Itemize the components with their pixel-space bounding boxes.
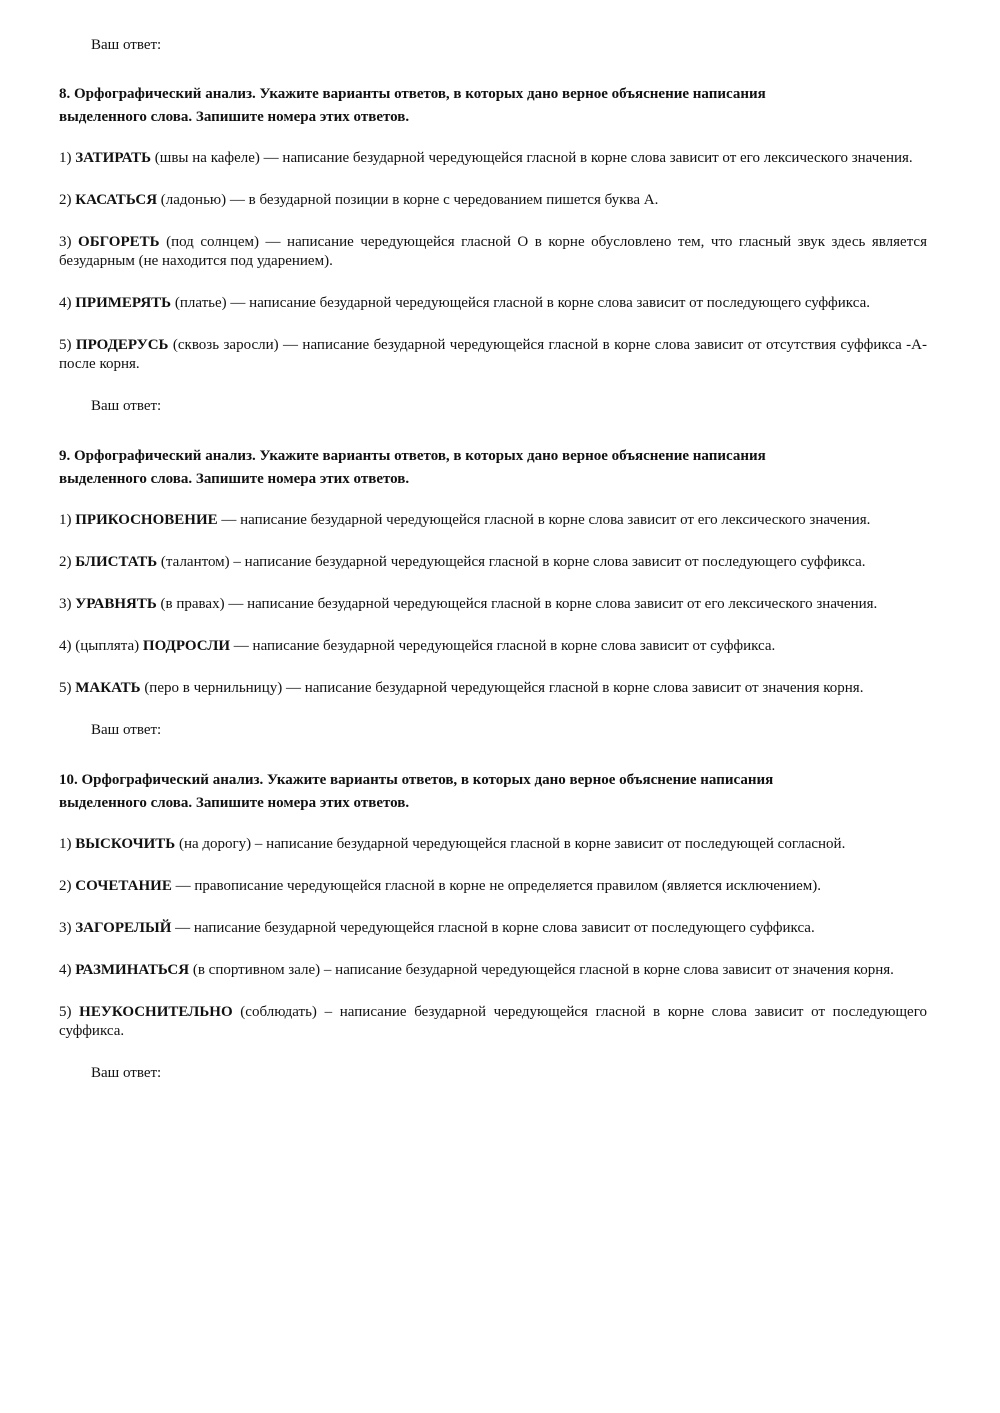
- option-word: КАСАТЬСЯ: [75, 192, 158, 208]
- question-list: [59, 83, 927, 1083]
- option-word: ВЫСКОЧИТЬ: [75, 836, 176, 852]
- option-number: 1): [59, 150, 72, 166]
- option-number: 5): [59, 1004, 72, 1020]
- option-word: ЗАТИРАТЬ: [75, 150, 152, 166]
- answer-option: [59, 233, 927, 271]
- question-heading: [59, 769, 879, 815]
- option-word: МАКАТЬ: [75, 680, 141, 696]
- option-word: НЕУКОСНИТЕЛЬНО: [79, 1004, 233, 1020]
- option-explanation: (в спортивном зале) – написание безударной чередующейся гласной в корне слова зависит от значения корня.: [189, 962, 894, 978]
- option-explanation: (соблюдать) – написание безударной чередующейся гласной в корне слова зависит от последующего суффикса.: [59, 1004, 927, 1039]
- question-heading-line: 10. Орфографический анализ. Укажите варианты ответов, в которых дано верное объяснение написания: [59, 772, 774, 788]
- question-heading-line: 8. Орфографический анализ. Укажите варианты ответов, в которых дано верное объяснение написания: [59, 86, 766, 102]
- option-word: ОБГОРЕТЬ: [78, 234, 160, 250]
- option-explanation: (сквозь заросли) — написание безударной чередующейся гласной в корне слова зависит от отсутствия суффикса -А- после корня.: [59, 337, 927, 372]
- option-number: 2): [59, 878, 72, 894]
- answer-label: Ваш ответ:: [91, 722, 162, 738]
- question-block: [59, 769, 927, 1083]
- option-explanation: (в правах) — написание безударной чередующейся гласной в корне слова зависит от его лексического значения.: [156, 596, 878, 612]
- option-word: ПОДРОСЛИ: [142, 638, 231, 654]
- option-number: 1): [59, 512, 72, 528]
- option-prefix: (цыплята): [71, 638, 143, 654]
- option-number: 5): [59, 680, 72, 696]
- option-explanation: (ладонью) — в безударной позиции в корне с чередованием пишется буква А.: [157, 192, 659, 208]
- option-number: 2): [59, 192, 72, 208]
- answer-label: Ваш ответ:: [91, 37, 162, 53]
- option-number: 3): [59, 234, 72, 250]
- question-heading-line: выделенного слова. Запишите номера этих ответов.: [59, 795, 410, 811]
- answer-option: [59, 919, 927, 938]
- question-heading-line: выделенного слова. Запишите номера этих ответов.: [59, 471, 410, 487]
- answer-option: [59, 835, 927, 854]
- answer-option: [59, 149, 927, 168]
- option-word: ПРИКОСНОВЕНИЕ: [75, 512, 218, 528]
- option-word: СОЧЕТАНИЕ: [75, 878, 172, 894]
- option-number: 2): [59, 554, 72, 570]
- option-number: 4): [59, 962, 72, 978]
- answer-option: [59, 637, 927, 656]
- option-explanation: (перо в чернильницу) — написание безударной чередующейся гласной в корне слова зависит от значения корня.: [140, 680, 864, 696]
- answer-option: [59, 553, 927, 572]
- question-heading: [59, 445, 879, 491]
- answer-label: Ваш ответ:: [91, 1065, 162, 1081]
- answer-option: [59, 679, 927, 698]
- answer-label: Ваш ответ:: [91, 398, 162, 414]
- option-number: 3): [59, 596, 72, 612]
- option-explanation: — написание безударной чередующейся гласной в корне слова зависит от его лексического значения.: [217, 512, 871, 528]
- option-explanation: — написание безударной чередующейся гласной в корне слова зависит от суффикса.: [230, 638, 776, 654]
- question-heading-line: выделенного слова. Запишите номера этих ответов.: [59, 109, 410, 125]
- question-block: [59, 445, 927, 740]
- answer-option: [59, 1003, 927, 1041]
- option-explanation: (платье) — написание безударной чередующейся гласной в корне слова зависит от последующего суффикса.: [171, 295, 870, 311]
- option-word: УРАВНЯТЬ: [75, 596, 157, 612]
- option-word: РАЗМИНАТЬСЯ: [75, 962, 190, 978]
- answer-option: [59, 336, 927, 374]
- answer-option: [59, 595, 927, 614]
- question-heading: [59, 83, 879, 129]
- answer-option: [59, 191, 927, 210]
- option-explanation: (на дорогу) – написание безударной чередующейся гласной в корне зависит от последующей согласной.: [175, 836, 846, 852]
- question-block: [59, 83, 927, 416]
- option-word: БЛИСТАТЬ: [75, 554, 158, 570]
- option-number: 3): [59, 920, 72, 936]
- option-number: 5): [59, 337, 72, 353]
- option-explanation: (под солнцем) — написание чередующейся гласной О в корне обусловлено тем, что гласный звук здесь является безударным (не находится под ударением).: [59, 234, 927, 269]
- option-number: 4): [59, 638, 72, 654]
- answer-option: [59, 877, 927, 896]
- option-explanation: — написание безударной чередующейся гласной в корне слова зависит от последующего суффикса.: [171, 920, 815, 936]
- option-word: ЗАГОРЕЛЫЙ: [75, 920, 172, 936]
- answer-option: [59, 961, 927, 980]
- question-heading-line: 9. Орфографический анализ. Укажите варианты ответов, в которых дано верное объяснение написания: [59, 448, 766, 464]
- option-explanation: (талантом) – написание безударной чередующейся гласной в корне слова зависит от последующего суффикса.: [157, 554, 866, 570]
- option-word: ПРИМЕРЯТЬ: [75, 295, 172, 311]
- option-word: ПРОДЕРУСЬ: [75, 337, 169, 353]
- answer-option: [59, 294, 927, 313]
- option-number: 4): [59, 295, 72, 311]
- option-explanation: (швы на кафеле) — написание безударной чередующейся гласной в корне слова зависит от его лексического значения.: [151, 150, 913, 166]
- answer-option: [59, 511, 927, 530]
- option-explanation: — правописание чередующейся гласной в корне не определяется правилом (является исключением).: [171, 878, 821, 894]
- option-number: 1): [59, 836, 72, 852]
